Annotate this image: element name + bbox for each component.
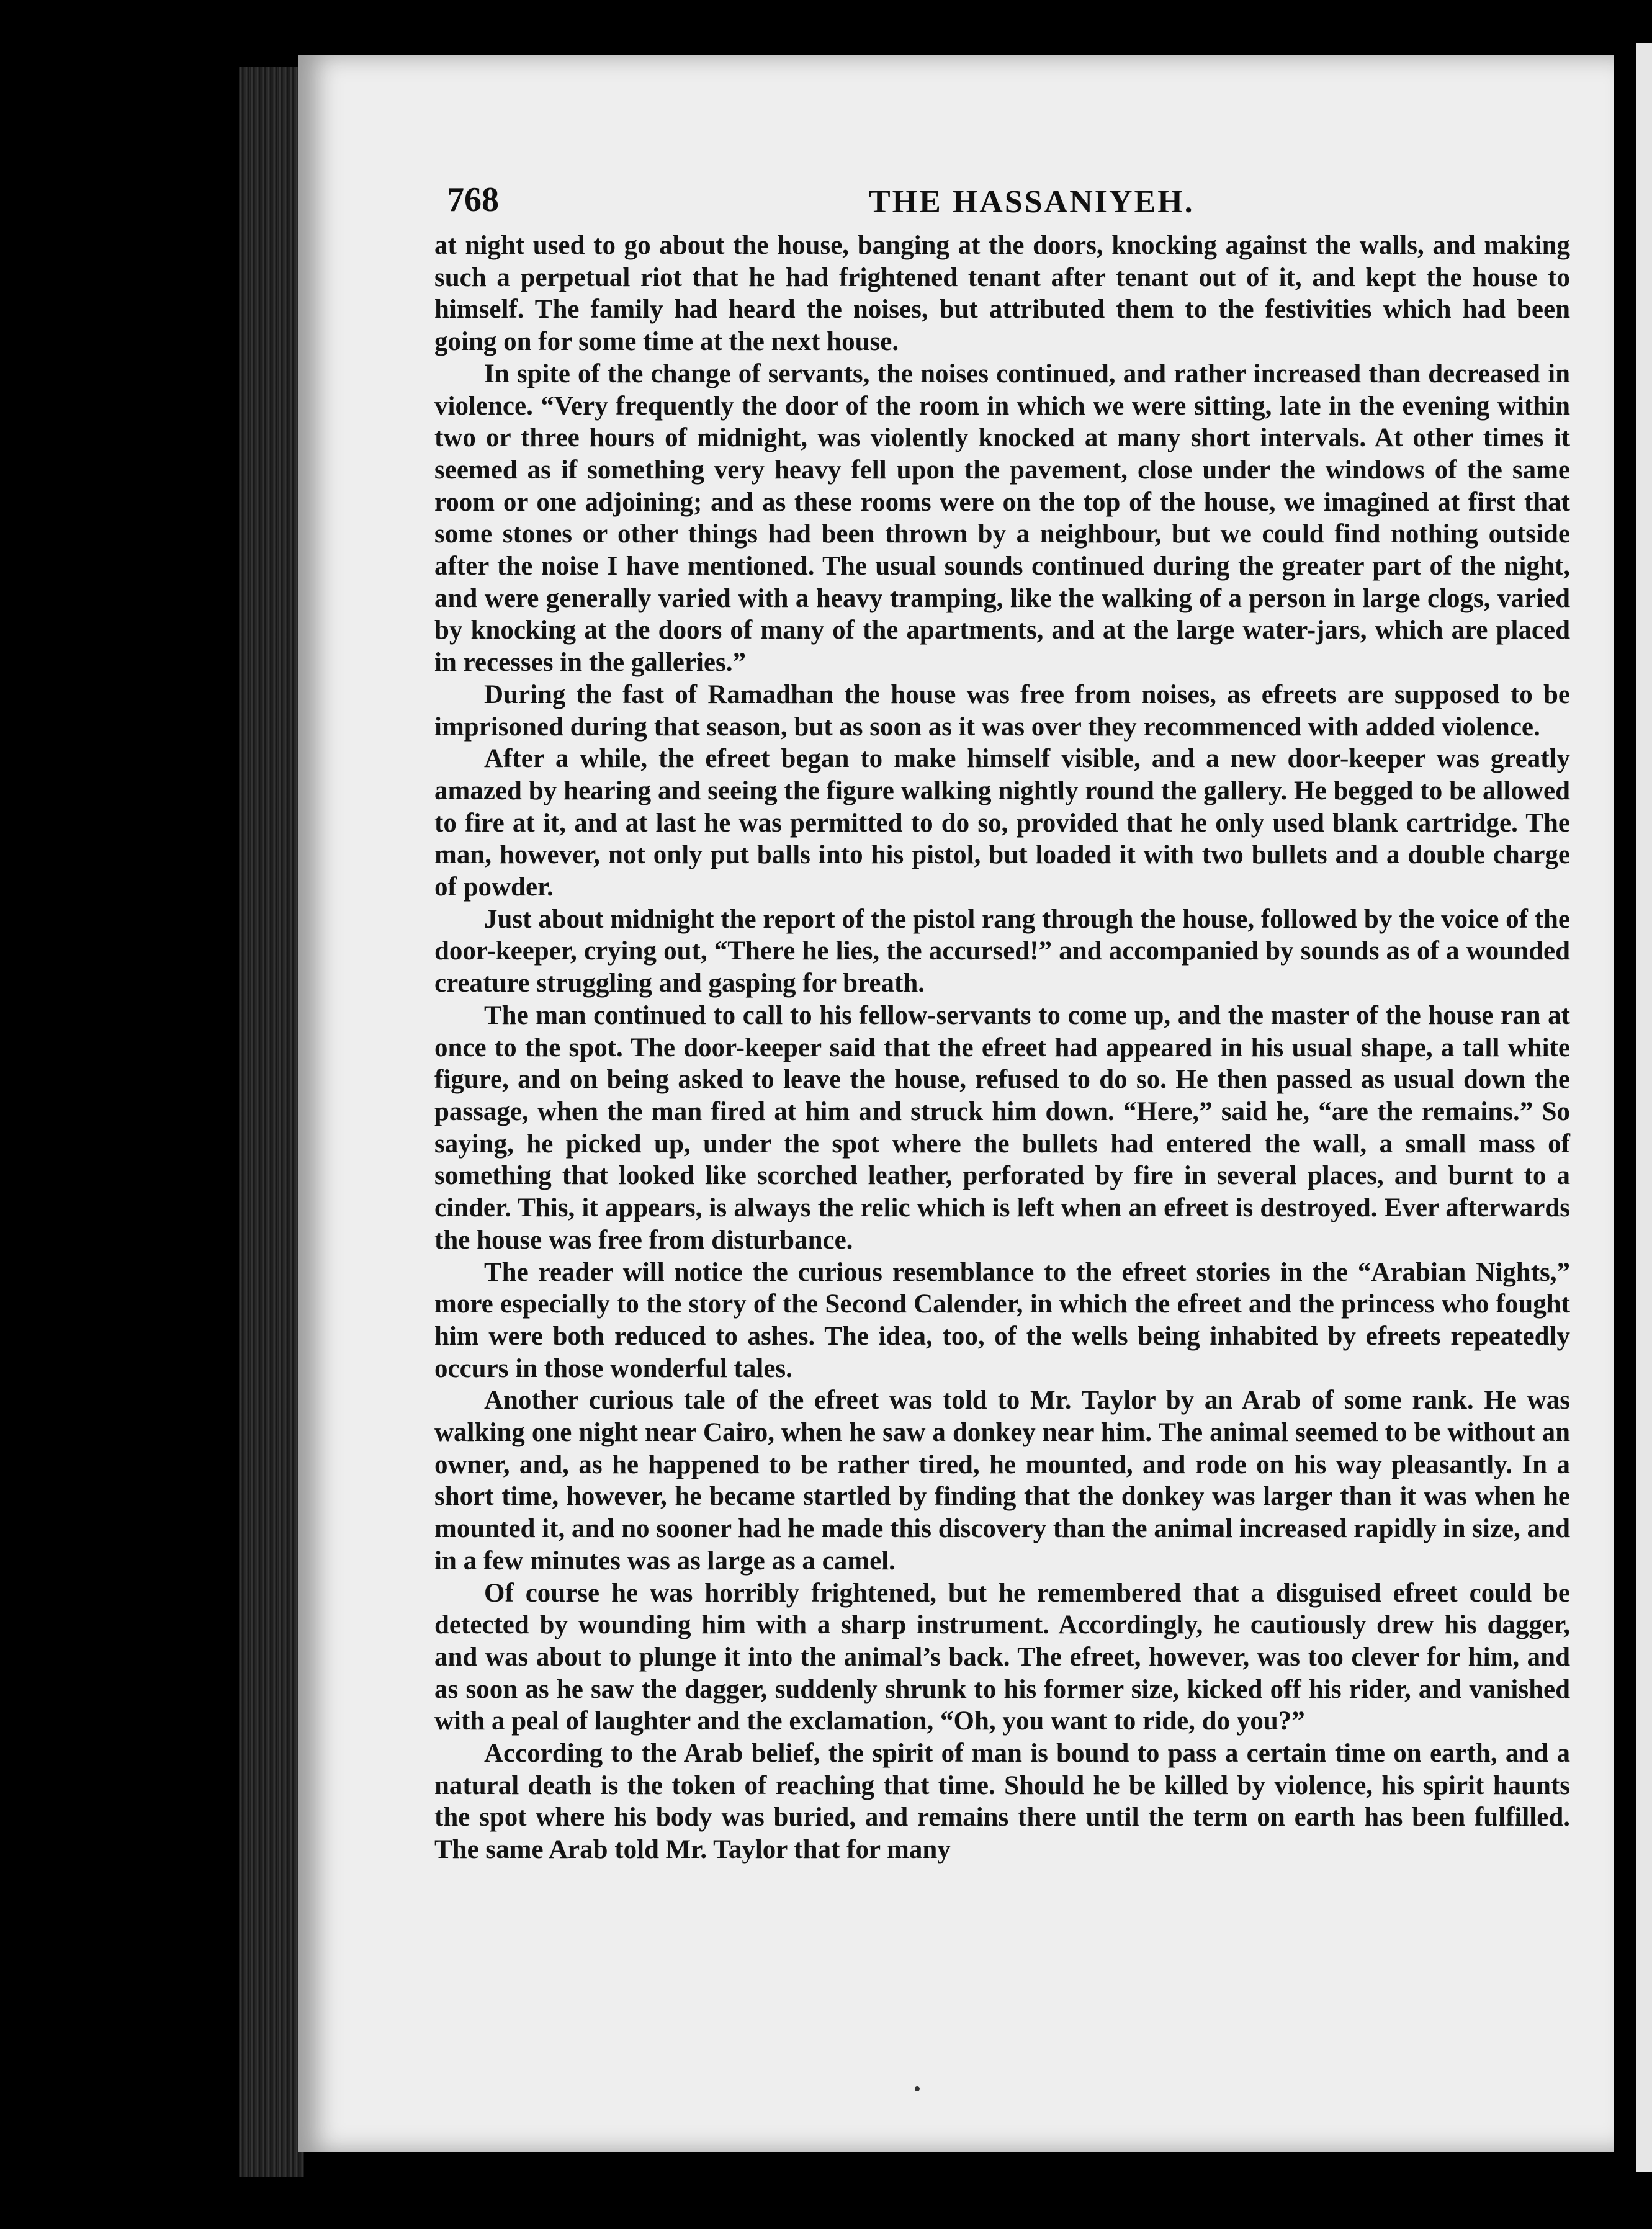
page-number: 768 — [447, 181, 499, 219]
paragraph: at night used to go about the house, banging at the doors, knocking against the walls, and making such a perpetual riot that he had frightened tenant after tenant out of it, and kept the house to himself. The family had heard the noises, but attributed them to the festivities which had been going on for some time at the next house. — [434, 231, 1570, 357]
print-speck — [915, 2086, 920, 2091]
running-head: THE HASSANIYEH. — [869, 184, 1195, 220]
paragraph: Of course he was horribly frightened, but he remembered that a disguised efreet could be detected by wounding him with a sharp instrument. Accordingly, he cautiously drew his dagger, and was about to plunge it into the animal’s back. The efreet, however, was too clever for him, and as soon as he saw the dagger, suddenly shrunk to his former size, kicked off his rider, and vanished with a peal of laughter and the exclamation, “Oh, you want to ride, do you?” — [434, 1578, 1570, 1736]
paragraph: According to the Arab belief, the spirit of man is bound to pass a certain time on earth, and a natural death is the token of reaching that time. Should he be killed by violence, his spirit haunts the spot where his body was buried, and remains there until the term on earth has been fulfilled. The same Arab told Mr. Taylor that for many — [434, 1739, 1570, 1865]
paragraph: In spite of the change of servants, the noises continued, and rather increased than decreased in violence. “Very frequently the door of the room in which we were sitting, late in the evening within two or three hours of midnight, was violently knocked at many short intervals. At other times it seemed as if something very heavy fell upon the pavement, close under the windows of the same room or one adjoining; and as these rooms were on the top of the house, we imagined at first that some stones or other things had been thrown by a neighbour, but we could find nothing outside after the noise I have mentioned. The usual sounds continued during the greater part of the night, and were generally varied with a heavy tramping, like the walking of a person in large clogs, varied by knocking at the doors of many of the apartments, and at the large water-jars, which are placed in recesses in the galleries.” — [434, 359, 1570, 678]
facing-page-edge — [1636, 43, 1652, 2172]
page-body — [434, 230, 1570, 1866]
page-header — [447, 180, 1576, 236]
paragraph: The reader will notice the curious resemblance to the efreet stories in the “Arabian Nights,” more especially to the story of the Second Calender, in which the efreet and the princess who fought him were both reduced to ashes. The idea, too, of the wells being inhabited by efreets repeatedly occurs in those wonderful tales. — [434, 1257, 1570, 1383]
paragraph: After a while, the efreet began to make himself visible, and a new door-keeper was greatly amazed by hearing and seeing the figure walking nightly round the gallery. He begged to be allowed to fire at it, and at last he was permitted to do so, provided that he only used blank cartridge. The man, however, not only put balls into his pistol, but loaded it with two bullets and a double charge of powder. — [434, 744, 1570, 902]
book-page-edges — [239, 67, 304, 2177]
paragraph: The man continued to call to his fellow-servants to come up, and the master of the house ran at once to the spot. The door-keeper said that the efreet had appeared in his usual shape, a tall white figure, and on being asked to leave the house, refused to do so. He then passed as usual down the passage, when the man fired at him and struck him down. “Here,” said he, “are the remains.” So saying, he picked up, under the spot where the bullets had entered the wall, a small mass of something that looked like scorched leather, perforated by fire in several places, and burnt to a cinder. This, it appears, is always the relic which is left when an efreet is destroyed. Ever afterwards the house was free from disturbance. — [434, 1000, 1570, 1255]
paragraph: Just about midnight the report of the pistol rang through the house, followed by the voice of the door-keeper, crying out, “There he lies, the accursed!” and accompanied by sounds as of a wounded creature struggling and gasping for breath. — [434, 904, 1570, 998]
paragraph: During the fast of Ramadhan the house was free from noises, as efreets are supposed to be imprisoned during that season, but as soon as it was over they recommenced with added violence. — [434, 679, 1570, 742]
paragraph: Another curious tale of the efreet was told to Mr. Taylor by an Arab of some rank. He was walking one night near Cairo, when he saw a donkey near him. The animal seemed to be without an owner, and, as he happened to be rather tired, he mounted, and rode on his way pleasantly. In a short time, however, he became startled by finding that the donkey was larger than it was when he mounted it, and no sooner had he made this discovery than the animal increased rapidly in size, and in a few minutes was as large as a camel. — [434, 1386, 1570, 1576]
